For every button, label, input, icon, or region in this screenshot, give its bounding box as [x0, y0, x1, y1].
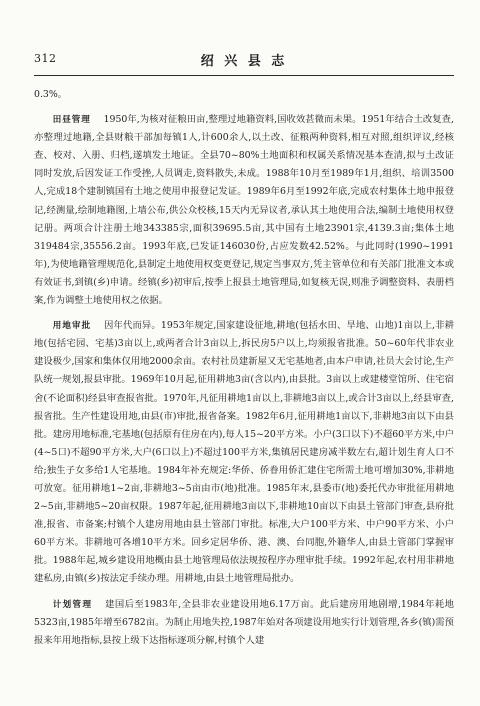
paragraph-continuation	[34, 86, 454, 104]
page-header	[34, 50, 454, 74]
header-rule	[34, 75, 454, 76]
book-title: 绍 兴 县 志	[200, 54, 288, 69]
paragraph-planning	[34, 596, 454, 650]
paragraph-land-registry	[34, 111, 454, 310]
body-text	[34, 86, 454, 650]
paragraph-land-approval	[34, 317, 454, 588]
paragraph-text: 0.3%。	[34, 89, 68, 100]
paragraph-text: 建国后至1983年,全县非农业建设用地6.17万亩。此后建房用地剧增,1984年耗地5323亩,1985年增至6782亩。为制止用地失控,1987年始对各项建设用地实行计划管理,各乡(镇)需预报来年用地指标,县按上级下达指标逐项分解,村镇个人建	[34, 598, 454, 646]
paragraph-text: 因年代而异。1953年规定,国家建设征地,耕地(包括水田、旱地、山地)1亩以上,非耕地(包括宅园、宅基)3亩以上,或两者合计3亩以上,拆民房5户以上,均须报省批准。50~60年代非农业建设极少,国家和集体仅用地2000余亩。农村社员建新屋又无宅基地者,由本户申请,社员大会讨论,生产队统一规划,报县审批。1969年10月起,征用耕地3亩(含以内),由县批。3亩以上或建楼堂馆所、住宅宿舍(不论面积)经县审查报省批。1970年,凡征用耕地1亩以上,非耕地3亩以上,或合计3亩以上,经县审查,报省批。生产性建设用地,由县(市)审批,报省备案。1982年6月,征用耕地1亩以下,非耕地3亩以下由县批。建房用地标准,宅基地(包括原有住房在内),每人15~20平方米。小户(3口以下)不超60平方米,中户(4~5口)不超90平方米,大户(6口以上)不超过100平方米,集镇居民建房减半数左右,超计划生育人口不给;独生子女多给1人宅基地。1984年补充规定:华侨、侨眷用侨汇建住宅所需土地可增加30%,非耕地可放宽。征用耕地1~2亩,非耕地3~5亩由市(地)批准。1985年末,县委市(地)委托代办审批征用耕地2~5亩,非耕地5~20亩权限。1987年起,征用耕地3亩以下,非耕地10亩以下由县土管部门审查,县府批准,报省、市备案;村镇个人建房用地由县土管部门审批。标准,大户100平方米、中户90平方米、小户60平方米。非耕地可各增10平方米。回乡定居华侨、港、澳、台同胞,外籍华人,由县土管部门掌握审批。1988年起,城乡建设用地概由县土地管理局依法规按程序办理审批手续。1992年起,农村用非耕地建私房,由镇(乡)按法定手续办理。用耕地,由县土地管理局批办。	[34, 320, 454, 585]
paragraph-text: 1950年,为核对征粮田亩,整理过地籍资料,国收效甚微而未果。1951年结合土改复查,亦整理过地籍,全县财粮干部加每镇1人,计600余人,以土改、征粮两种资料,相互对照,组织评议,经核查、校对、入册、归档,遂填发土地证。全县70~80%土地面积和权属关系情况基本查清,拟与土改证同时发放,后因发证工作受挫,人员调走,资料散失,未成。1988年10月至1989年1月,组织、培训3500人,完成18个建制镇国有土地之使用申报登记发证。1989年6月至1992年底,完成农村集体土地申报登记,经测量,绘制地籍图,上墙公布,供公众校核,15天内无异议者,承认其土地使用合法,编制土地使用权登记册。两项合计注册土地343385宗,面积39695.5亩,其中国有土地23901宗,4139.3亩;集体土地319484宗,35556.2亩。1993年底,已发证146030份,占应发数42.52%。与此同时(1990~1991年),为使地籍管理规范化,县制定土地使用权变更登记,规定当事双方,凭主管单位和有关部门批准文本或有效证书,到镇(乡)申请。经镇(乡)初审后,按季上报县土地管理局,如复核无误,则准予调整资料、表册档案,作为调整土地使用权之依据。	[34, 114, 454, 307]
page-number: 312	[34, 52, 57, 65]
section-heading: 计划管理	[52, 599, 93, 610]
section-heading: 用地审批	[52, 321, 92, 332]
section-heading: 田昼管理	[52, 115, 91, 126]
